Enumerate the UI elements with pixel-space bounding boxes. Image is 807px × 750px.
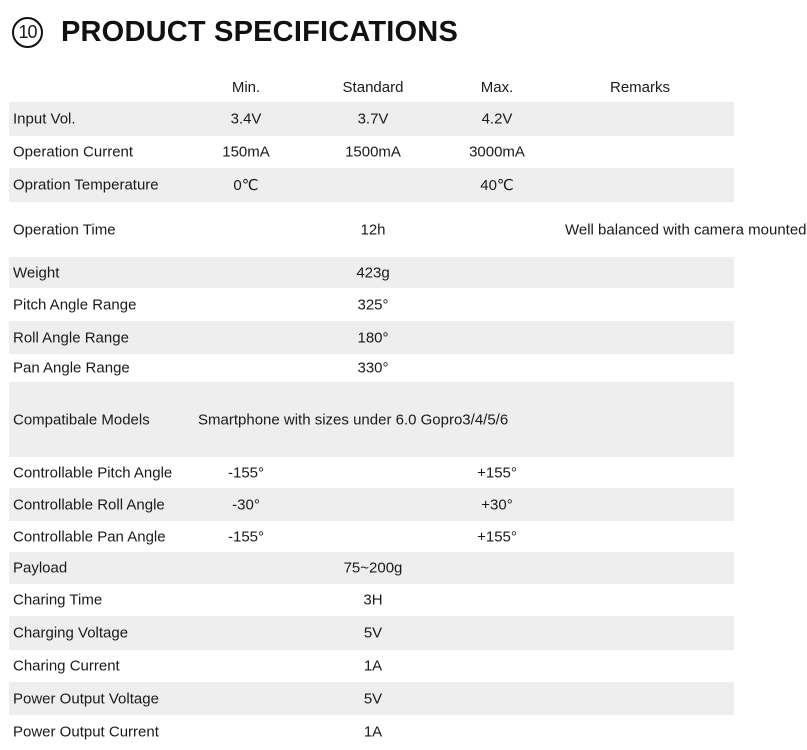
cell-standard: 180° [357, 329, 389, 346]
cell-standard: 1A [363, 657, 383, 675]
section-title [12, 12, 458, 52]
table-row [9, 682, 734, 715]
cell-min: 150mA [222, 143, 270, 161]
cell-standard: 423g [356, 264, 390, 281]
table-row [9, 168, 734, 202]
cell-standard: 3.7V [357, 110, 389, 128]
cell-standard: 1A [363, 723, 383, 741]
header-standard: Standard [342, 79, 404, 96]
cell-standard: 5V [363, 690, 383, 707]
table-row [9, 202, 807, 257]
row-label: Pan Angle Range [13, 359, 130, 377]
table-row [9, 521, 734, 552]
cell-min: 3.4V [230, 110, 262, 128]
cell-compatible-models: Smartphone with sizes under 6.0 Gopro3/4/5/6 [198, 411, 509, 428]
table-row [9, 616, 734, 650]
table-row [9, 102, 734, 136]
header-remarks: Remarks [609, 79, 671, 96]
cell-remarks: Well balanced with camera mounted [565, 221, 807, 238]
title-text: PRODUCT SPECIFICATIONS [61, 15, 458, 48]
table-row [9, 382, 734, 457]
cell-standard: 330° [357, 359, 389, 377]
row-label: Controllable Pan Angle [13, 528, 166, 545]
table-header [0, 79, 734, 99]
cell-standard: 12h [360, 221, 386, 238]
spec-table [9, 102, 807, 749]
row-label: Controllable Pitch Angle [13, 464, 173, 481]
row-label: Charing Time [13, 591, 103, 609]
cell-min: -155° [227, 528, 265, 545]
circled-number: 10 [12, 17, 43, 48]
row-label: Power Output Current [13, 723, 159, 741]
table-row [9, 584, 734, 616]
row-label: Charging Voltage [13, 624, 129, 642]
cell-max: +155° [477, 528, 517, 545]
table-row [9, 552, 734, 584]
cell-standard: 75~200g [343, 559, 403, 577]
table-row [9, 354, 734, 382]
row-label: Compatibale Models [13, 411, 150, 428]
row-label: Opration Temperature [13, 176, 159, 194]
row-label: Pitch Angle Range [13, 296, 137, 313]
cell-standard: 5V [363, 624, 383, 642]
table-row [9, 715, 734, 749]
header-max: Max. [480, 79, 514, 96]
cell-standard: 325° [357, 296, 389, 313]
cell-max: 40℃ [480, 177, 514, 194]
table-row [9, 288, 734, 321]
cell-min: -155° [227, 464, 265, 481]
row-label: Payload [13, 559, 68, 577]
row-label: Charing Current [13, 657, 120, 675]
row-label: Input Vol. [13, 110, 76, 128]
table-row [9, 257, 734, 288]
cell-max: +155° [477, 464, 517, 481]
table-row [9, 650, 734, 682]
row-label: Controllable Roll Angle [13, 496, 165, 513]
row-label: Roll Angle Range [13, 329, 129, 346]
table-row [9, 488, 734, 521]
cell-max: 4.2V [481, 110, 513, 128]
cell-standard: 3H [363, 591, 383, 609]
row-label: Weight [13, 264, 60, 281]
row-label: Operation Time [13, 221, 116, 238]
table-row [9, 136, 734, 168]
table-row [9, 321, 734, 354]
header-min: Min. [231, 79, 261, 96]
table-row [9, 457, 734, 488]
cell-max: +30° [481, 496, 513, 513]
row-label: Operation Current [13, 143, 134, 161]
cell-min: 0℃ [233, 177, 259, 194]
cell-min: -30° [232, 496, 260, 513]
cell-max: 3000mA [469, 143, 525, 161]
cell-standard: 1500mA [345, 143, 401, 161]
row-label: Power Output Voltage [13, 690, 159, 707]
